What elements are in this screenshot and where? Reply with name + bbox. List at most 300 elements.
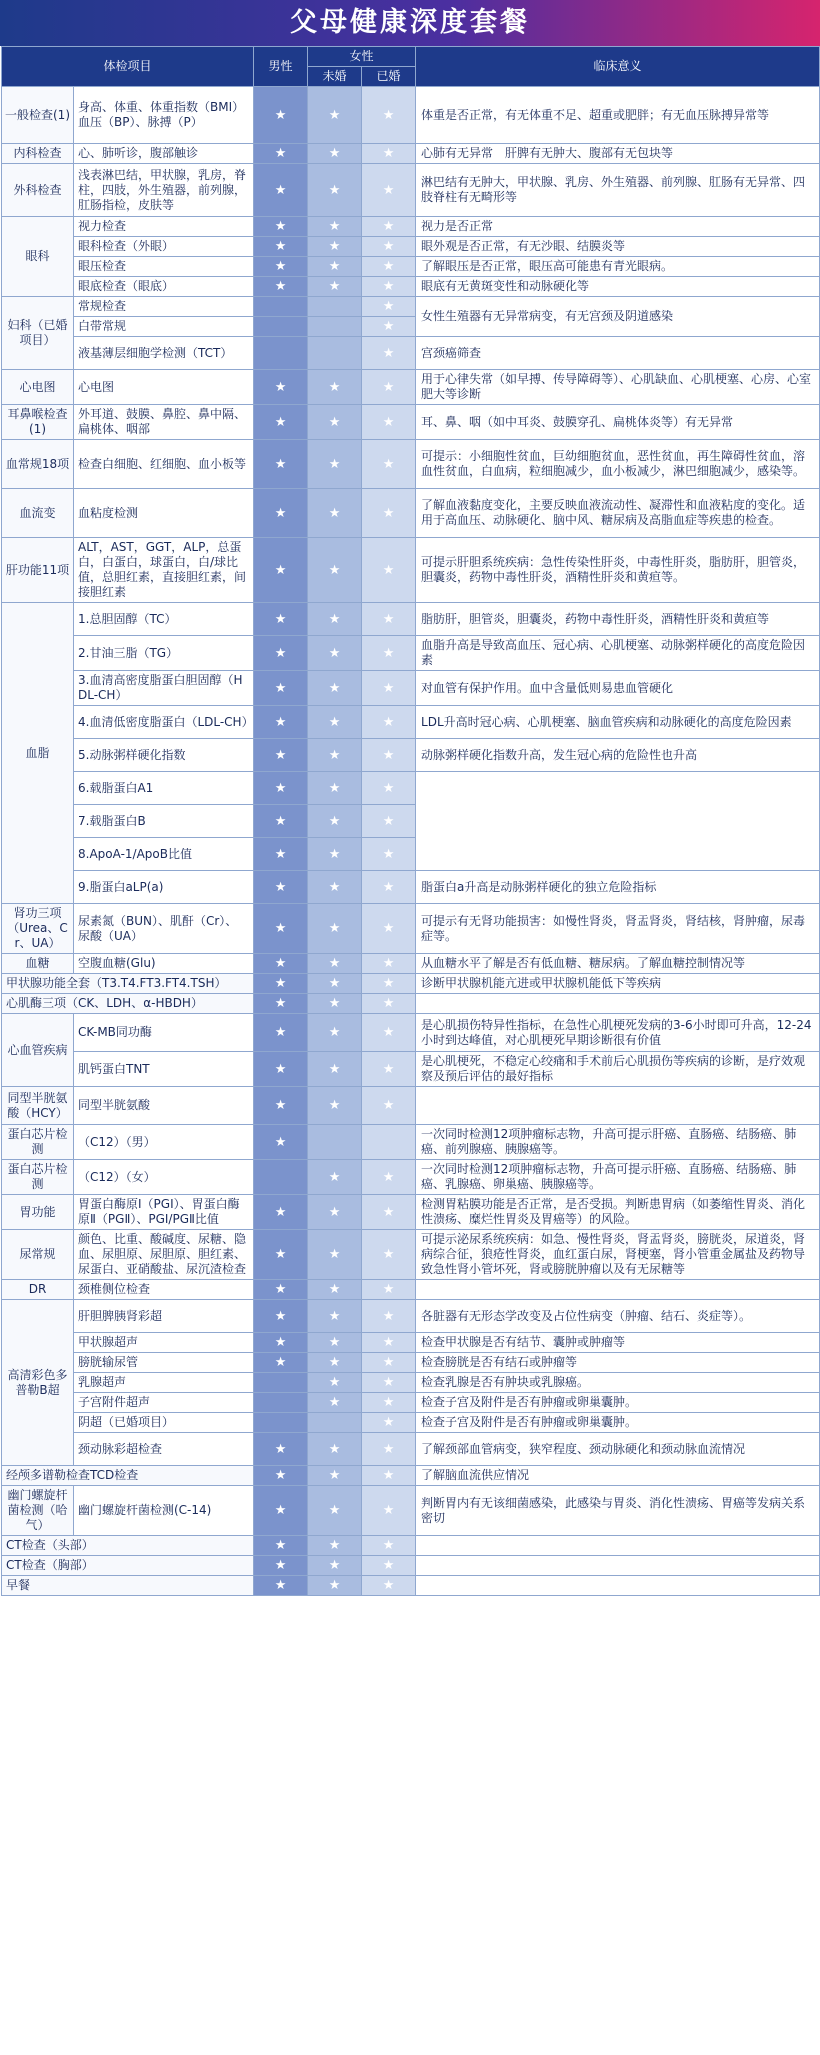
row-span-label: 甲状腺功能全套（T3.T4.FT3.FT4.TSH） xyxy=(2,974,254,994)
star-married xyxy=(362,1576,416,1596)
star-unmarried xyxy=(308,1300,362,1333)
star-icon: ★ xyxy=(382,505,395,521)
row-meaning: 检查甲状腺是否有结节、囊肿或肿瘤等 xyxy=(416,1333,820,1353)
table-row xyxy=(2,636,820,671)
star-married xyxy=(362,405,416,440)
header-male: 男性 xyxy=(254,47,308,87)
table-row xyxy=(2,1125,820,1160)
row-item: 常规检查 xyxy=(74,297,254,317)
star-icon: ★ xyxy=(328,1204,341,1220)
row-meaning: 耳、鼻、咽（如中耳炎、鼓膜穿孔、扁桃体炎等）有无异常 xyxy=(416,405,820,440)
row-item: ALT，AST，GGT，ALP，总蛋白，白蛋白，球蛋白，白/球比值，总胆红素，直接胆红素，间接胆红素 xyxy=(74,538,254,603)
table-row xyxy=(2,164,820,217)
star-unmarried xyxy=(308,144,362,164)
star-male xyxy=(254,838,308,871)
row-meaning: 眼底有无黄斑变性和动脉硬化等 xyxy=(416,277,820,297)
star-unmarried xyxy=(308,1052,362,1087)
star-unmarried xyxy=(308,1087,362,1125)
row-item: 颈动脉彩超检查 xyxy=(74,1433,254,1466)
row-meaning: 视力是否正常 xyxy=(416,217,820,237)
star-unmarried xyxy=(308,337,362,370)
star-icon: ★ xyxy=(328,1441,341,1457)
star-unmarried xyxy=(308,671,362,706)
star-unmarried xyxy=(308,1433,362,1466)
star-married xyxy=(362,739,416,772)
star-icon: ★ xyxy=(274,780,287,796)
star-icon: ★ xyxy=(382,680,395,696)
row-category: 妇科（已婚项目） xyxy=(2,297,74,370)
row-category: 肝功能11项 xyxy=(2,538,74,603)
row-item: 胃蛋白酶原Ⅰ（PGⅠ）、胃蛋白酶原Ⅱ（PGⅡ）、PGⅠ/PGⅡ比值 xyxy=(74,1195,254,1230)
row-meaning xyxy=(416,994,820,1014)
row-item: 空腹血糖(Glu) xyxy=(74,954,254,974)
star-icon: ★ xyxy=(382,1282,395,1297)
star-male xyxy=(254,257,308,277)
table-row xyxy=(2,603,820,636)
star-male xyxy=(254,337,308,370)
star-unmarried xyxy=(308,297,362,317)
star-male xyxy=(254,1014,308,1052)
star-unmarried xyxy=(308,405,362,440)
star-icon: ★ xyxy=(382,1578,395,1593)
star-unmarried xyxy=(308,237,362,257)
star-married xyxy=(362,974,416,994)
star-male xyxy=(254,994,308,1014)
table-row xyxy=(2,871,820,904)
star-icon: ★ xyxy=(274,1538,287,1553)
star-married xyxy=(362,772,416,805)
star-icon: ★ xyxy=(382,976,395,991)
star-icon: ★ xyxy=(274,1578,287,1593)
star-icon: ★ xyxy=(328,1335,341,1350)
star-male xyxy=(254,1230,308,1280)
star-male xyxy=(254,164,308,217)
star-icon: ★ xyxy=(274,239,287,254)
star-unmarried xyxy=(308,805,362,838)
star-icon: ★ xyxy=(274,1134,287,1150)
row-meaning: 诊断甲状腺机能亢进或甲状腺机能低下等疾病 xyxy=(416,974,820,994)
star-icon: ★ xyxy=(382,1025,395,1040)
star-icon: ★ xyxy=(328,1282,341,1297)
star-male xyxy=(254,538,308,603)
table-row xyxy=(2,538,820,603)
star-male xyxy=(254,1413,308,1433)
table-row xyxy=(2,1052,820,1087)
star-unmarried xyxy=(308,706,362,739)
row-meaning: 是心肌梗死，不稳定心绞痛和手术前后心肌损伤等疾病的诊断，是疗效观察及预后评估的最好指标 xyxy=(416,1052,820,1087)
star-icon: ★ xyxy=(382,996,395,1011)
star-icon: ★ xyxy=(382,1204,395,1220)
row-item: 同型半胱氨酸 xyxy=(74,1087,254,1125)
star-male xyxy=(254,1333,308,1353)
star-male xyxy=(254,871,308,904)
star-unmarried xyxy=(308,954,362,974)
star-icon: ★ xyxy=(274,921,287,936)
star-married xyxy=(362,440,416,489)
star-icon: ★ xyxy=(274,680,287,696)
table-row xyxy=(2,489,820,538)
star-unmarried xyxy=(308,1576,362,1596)
star-icon: ★ xyxy=(274,747,287,763)
star-icon: ★ xyxy=(382,1538,395,1553)
star-icon: ★ xyxy=(328,279,341,294)
star-icon: ★ xyxy=(328,1061,341,1077)
table-row xyxy=(2,337,820,370)
star-unmarried xyxy=(308,217,362,237)
row-item: 1.总胆固醇（TC） xyxy=(74,603,254,636)
star-icon: ★ xyxy=(382,1441,395,1457)
star-icon: ★ xyxy=(382,414,395,430)
star-icon: ★ xyxy=(328,956,341,971)
star-icon: ★ xyxy=(328,182,341,198)
star-married xyxy=(362,1160,416,1195)
table-row xyxy=(2,1576,820,1596)
star-icon: ★ xyxy=(382,379,395,395)
star-icon: ★ xyxy=(382,239,395,254)
star-unmarried xyxy=(308,1333,362,1353)
star-icon: ★ xyxy=(328,1503,341,1518)
star-icon: ★ xyxy=(382,1335,395,1350)
row-category: 内科检查 xyxy=(2,144,74,164)
table-row xyxy=(2,1466,820,1486)
row-item: 白带常规 xyxy=(74,317,254,337)
star-icon: ★ xyxy=(382,146,395,161)
row-span-label: CT检查（胸部） xyxy=(2,1556,254,1576)
star-icon: ★ xyxy=(274,414,287,430)
row-item: 9.脂蛋白aLP(a) xyxy=(74,871,254,904)
star-icon: ★ xyxy=(328,976,341,991)
star-male xyxy=(254,489,308,538)
star-male xyxy=(254,805,308,838)
row-meaning: 了解颈部血管病变，狭窄程度、颈动脉硬化和颈动脉血流情况 xyxy=(416,1433,820,1466)
star-married xyxy=(362,1536,416,1556)
star-married xyxy=(362,317,416,337)
table-row xyxy=(2,1160,820,1195)
star-unmarried xyxy=(308,1280,362,1300)
star-icon: ★ xyxy=(328,846,341,862)
star-icon: ★ xyxy=(382,1098,395,1113)
row-category: 一般检查(1) xyxy=(2,87,74,144)
table-row xyxy=(2,1556,820,1576)
row-meaning: 眼外观是否正常，有无沙眼、结膜炎等 xyxy=(416,237,820,257)
table-row xyxy=(2,87,820,144)
star-married xyxy=(362,1333,416,1353)
star-unmarried xyxy=(308,974,362,994)
page-title: 父母健康深度套餐 xyxy=(0,0,820,46)
star-icon: ★ xyxy=(328,379,341,395)
star-male xyxy=(254,440,308,489)
table-row xyxy=(2,217,820,237)
star-male xyxy=(254,1160,308,1195)
row-meaning: 可提示：小细胞性贫血，巨幼细胞贫血，恶性贫血，再生障碍性贫血，溶血性贫血，白血病，粒细胞减少，血小板减少，淋巴细胞减少，感染等。 xyxy=(416,440,820,489)
star-unmarried xyxy=(308,1413,362,1433)
star-icon: ★ xyxy=(328,921,341,936)
star-married xyxy=(362,1433,416,1466)
star-married xyxy=(362,1280,416,1300)
row-meaning: 体重是否正常，有无体重不足、超重或肥胖；有无血压脉搏异常等 xyxy=(416,87,820,144)
star-icon: ★ xyxy=(274,1204,287,1220)
row-item: 膀胱输尿管 xyxy=(74,1353,254,1373)
star-unmarried xyxy=(308,636,362,671)
star-icon: ★ xyxy=(328,747,341,763)
row-item: 颜色、比重、酸碱度、尿糖、隐血、尿胆原、尿胆原、胆红素、尿蛋白、亚硝酸盐、尿沉渣检查 xyxy=(74,1230,254,1280)
row-meaning: 检查乳腺是否有肿块或乳腺癌。 xyxy=(416,1373,820,1393)
star-male xyxy=(254,237,308,257)
star-icon: ★ xyxy=(274,182,287,198)
star-icon: ★ xyxy=(382,1061,395,1077)
star-married xyxy=(362,994,416,1014)
star-icon: ★ xyxy=(274,279,287,294)
star-married xyxy=(362,954,416,974)
row-category: 血糖 xyxy=(2,954,74,974)
star-icon: ★ xyxy=(382,319,395,334)
star-icon: ★ xyxy=(382,107,395,123)
star-icon: ★ xyxy=(328,645,341,661)
star-married xyxy=(362,489,416,538)
star-icon: ★ xyxy=(328,1098,341,1113)
star-married xyxy=(362,1087,416,1125)
star-icon: ★ xyxy=(328,1247,341,1262)
star-married xyxy=(362,1413,416,1433)
row-category: 同型半胱氨酸（HCY） xyxy=(2,1087,74,1125)
star-icon: ★ xyxy=(382,1468,395,1483)
star-male xyxy=(254,1486,308,1536)
star-male xyxy=(254,1125,308,1160)
star-icon: ★ xyxy=(274,846,287,862)
row-span-label: 早餐 xyxy=(2,1576,254,1596)
star-icon: ★ xyxy=(382,1308,395,1324)
star-icon: ★ xyxy=(328,1468,341,1483)
star-married xyxy=(362,1373,416,1393)
star-icon: ★ xyxy=(382,1415,395,1430)
table-row xyxy=(2,974,820,994)
table-row xyxy=(2,297,820,317)
row-meaning: 宫颈癌筛查 xyxy=(416,337,820,370)
table-row xyxy=(2,1353,820,1373)
row-item: （C12）（女） xyxy=(74,1160,254,1195)
star-male xyxy=(254,1087,308,1125)
star-unmarried xyxy=(308,772,362,805)
row-category: 尿常规 xyxy=(2,1230,74,1280)
star-unmarried xyxy=(308,370,362,405)
table-row xyxy=(2,1536,820,1556)
star-unmarried xyxy=(308,1486,362,1536)
row-item: 尿素氮（BUN）、肌酐（Cr）、尿酸（UA） xyxy=(74,904,254,954)
row-item: 幽门螺旋杆菌检测(C-14) xyxy=(74,1486,254,1536)
row-item: 4.血清低密度脂蛋白（LDL-CH） xyxy=(74,706,254,739)
row-meaning xyxy=(416,1087,820,1125)
star-unmarried xyxy=(308,871,362,904)
row-meaning: 检查子宫及附件是否有肿瘤或卵巢囊肿。 xyxy=(416,1393,820,1413)
star-male xyxy=(254,671,308,706)
star-married xyxy=(362,805,416,838)
star-icon: ★ xyxy=(328,1375,341,1390)
star-male xyxy=(254,706,308,739)
table-row xyxy=(2,370,820,405)
star-icon: ★ xyxy=(382,299,395,314)
star-married xyxy=(362,838,416,871)
star-unmarried xyxy=(308,87,362,144)
row-category: 外科检查 xyxy=(2,164,74,217)
row-item: 心电图 xyxy=(74,370,254,405)
star-icon: ★ xyxy=(274,1025,287,1040)
star-icon: ★ xyxy=(382,813,395,829)
star-unmarried xyxy=(308,1125,362,1160)
star-icon: ★ xyxy=(274,505,287,521)
star-icon: ★ xyxy=(382,611,395,627)
star-icon: ★ xyxy=(382,747,395,763)
table-row xyxy=(2,1087,820,1125)
star-unmarried xyxy=(308,1536,362,1556)
table-row xyxy=(2,144,820,164)
star-married xyxy=(362,257,416,277)
star-icon: ★ xyxy=(382,259,395,274)
row-meaning: 检查膀胱是否有结石或肿瘤等 xyxy=(416,1353,820,1373)
star-icon: ★ xyxy=(382,956,395,971)
star-male xyxy=(254,636,308,671)
star-married xyxy=(362,1486,416,1536)
star-married xyxy=(362,538,416,603)
row-item: CK-MB同功酶 xyxy=(74,1014,254,1052)
star-married xyxy=(362,671,416,706)
star-male xyxy=(254,1373,308,1393)
star-married xyxy=(362,1393,416,1413)
star-unmarried xyxy=(308,1195,362,1230)
star-married xyxy=(362,87,416,144)
table-row xyxy=(2,1393,820,1413)
row-span-label: 心肌酶三项（CK、LDH、α-HBDH） xyxy=(2,994,254,1014)
star-icon: ★ xyxy=(328,1395,341,1410)
table-row xyxy=(2,772,820,805)
star-male xyxy=(254,87,308,144)
row-meaning: 血脂升高是导致高血压、冠心病、心肌梗塞、动脉粥样硬化的高度危险因素 xyxy=(416,636,820,671)
star-male xyxy=(254,1300,308,1333)
row-meaning: 了解脑血流供应情况 xyxy=(416,1466,820,1486)
star-married xyxy=(362,1195,416,1230)
star-icon: ★ xyxy=(328,813,341,829)
star-married xyxy=(362,603,416,636)
row-category: 胃功能 xyxy=(2,1195,74,1230)
star-unmarried xyxy=(308,1373,362,1393)
star-icon: ★ xyxy=(274,562,287,578)
row-meaning: 女性生殖器有无异常病变，有无宫颈及阴道感染 xyxy=(416,297,820,337)
row-item: 颈椎侧位检查 xyxy=(74,1280,254,1300)
star-male xyxy=(254,1576,308,1596)
star-icon: ★ xyxy=(274,1441,287,1457)
row-meaning: 可提示泌尿系统疾病：如急、慢性肾炎，肾盂肾炎，膀胱炎，尿道炎，肾病综合征，狼疮性肾炎，血红蛋白尿，肾梗塞，肾小管重金属盐及药物导致急性肾小管坏死，肾或膀胱肿瘤以及有无尿糖等 xyxy=(416,1230,820,1280)
star-icon: ★ xyxy=(274,1335,287,1350)
star-icon: ★ xyxy=(274,714,287,730)
star-icon: ★ xyxy=(274,1061,287,1077)
star-icon: ★ xyxy=(328,1578,341,1593)
star-icon: ★ xyxy=(274,996,287,1011)
star-married xyxy=(362,217,416,237)
star-icon: ★ xyxy=(382,1503,395,1518)
star-male xyxy=(254,1393,308,1413)
star-icon: ★ xyxy=(382,182,395,198)
star-icon: ★ xyxy=(382,1375,395,1390)
star-icon: ★ xyxy=(274,219,287,234)
table-row xyxy=(2,954,820,974)
table-row xyxy=(2,904,820,954)
star-unmarried xyxy=(308,1556,362,1576)
star-icon: ★ xyxy=(382,645,395,661)
star-icon: ★ xyxy=(382,714,395,730)
header-row xyxy=(2,47,820,67)
row-category: 心电图 xyxy=(2,370,74,405)
star-unmarried xyxy=(308,904,362,954)
star-married xyxy=(362,871,416,904)
row-meaning: 可提示有无肾功能损害：如慢性肾炎，肾盂肾炎，肾结核，肾肿瘤，尿毒症等。 xyxy=(416,904,820,954)
star-male xyxy=(254,317,308,337)
row-item: 液基薄层细胞学检测（TCT） xyxy=(74,337,254,370)
star-icon: ★ xyxy=(328,239,341,254)
table-row xyxy=(2,739,820,772)
row-span-label: 经颅多谱勒检查TCD检查 xyxy=(2,1466,254,1486)
star-married xyxy=(362,1556,416,1576)
table-row xyxy=(2,1280,820,1300)
star-unmarried xyxy=(308,440,362,489)
star-male xyxy=(254,1466,308,1486)
row-item: 浅表淋巴结，甲状腺，乳房，脊柱，四肢，外生殖器，前列腺，肛肠指检，皮肤等 xyxy=(74,164,254,217)
star-icon: ★ xyxy=(328,146,341,161)
star-male xyxy=(254,739,308,772)
row-item: 2.甘油三脂（TG） xyxy=(74,636,254,671)
row-meaning: 动脉粥样硬化指数升高，发生冠心病的危险性也升高 xyxy=(416,739,820,772)
star-icon: ★ xyxy=(328,414,341,430)
star-icon: ★ xyxy=(328,259,341,274)
star-unmarried xyxy=(308,1014,362,1052)
star-unmarried xyxy=(308,489,362,538)
table-row xyxy=(2,706,820,739)
table-row xyxy=(2,671,820,706)
star-icon: ★ xyxy=(382,846,395,862)
star-male xyxy=(254,1433,308,1466)
star-icon: ★ xyxy=(274,813,287,829)
star-married xyxy=(362,1300,416,1333)
star-male xyxy=(254,772,308,805)
star-married xyxy=(362,1125,416,1160)
table-row xyxy=(2,1014,820,1052)
row-category: 心血管疾病 xyxy=(2,1014,74,1087)
row-meaning: 一次同时检测12项肿瘤标志物，升高可提示肝癌、直肠癌、结肠癌、肺癌、前列腺癌、胰腺癌等。 xyxy=(416,1125,820,1160)
star-icon: ★ xyxy=(274,879,287,895)
star-married xyxy=(362,164,416,217)
row-item: 8.ApoA-1/ApoB比值 xyxy=(74,838,254,871)
row-item: 5.动脉粥样硬化指数 xyxy=(74,739,254,772)
star-male xyxy=(254,603,308,636)
row-category: 肾功三项（Urea、Cr、UA） xyxy=(2,904,74,954)
table-row xyxy=(2,1433,820,1466)
star-married xyxy=(362,1466,416,1486)
star-male xyxy=(254,1556,308,1576)
star-icon: ★ xyxy=(274,146,287,161)
star-icon: ★ xyxy=(328,879,341,895)
star-male xyxy=(254,1052,308,1087)
row-meaning: 了解眼压是否正常，眼压高可能患有青光眼病。 xyxy=(416,257,820,277)
star-icon: ★ xyxy=(328,562,341,578)
star-icon: ★ xyxy=(274,611,287,627)
row-category: DR xyxy=(2,1280,74,1300)
row-meaning: 用于心律失常（如早搏、传导障碍等）、心肌缺血、心肌梗塞、心房、心室肥大等诊断 xyxy=(416,370,820,405)
star-unmarried xyxy=(308,1466,362,1486)
table-row xyxy=(2,1373,820,1393)
star-male xyxy=(254,297,308,317)
star-icon: ★ xyxy=(328,1558,341,1573)
star-unmarried xyxy=(308,317,362,337)
star-icon: ★ xyxy=(382,562,395,578)
table-row xyxy=(2,277,820,297)
